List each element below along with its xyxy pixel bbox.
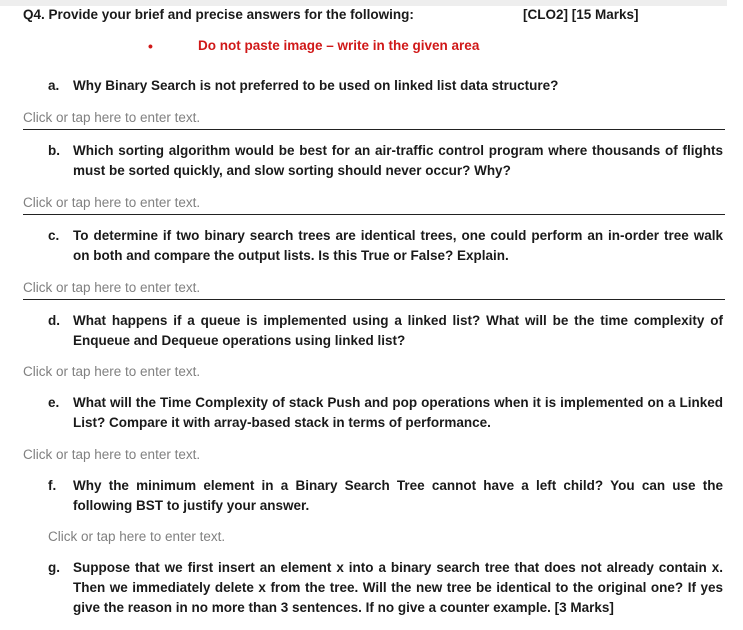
answer-field-b[interactable]: Click or tap here to enter text.	[23, 193, 725, 215]
question-text: What happens if a queue is implemented using a linked list? What will be the time complexity of Enqueue and Dequeue operations using linked list?	[73, 313, 723, 348]
question-text: Why the minimum element in a Binary Search Tree cannot have a left child? You can use the following BST to justify your answer.	[73, 478, 723, 513]
question-text: Why Binary Search is not preferred to be used on linked list data structure?	[73, 78, 559, 93]
question-header	[23, 7, 723, 25]
answer-field-a[interactable]: Click or tap here to enter text.	[23, 108, 725, 130]
note-bullet: •	[148, 38, 153, 54]
question-letter: b.	[48, 143, 60, 158]
question-letter: c.	[48, 228, 60, 243]
answer-field-e[interactable]: Click or tap here to enter text.	[23, 447, 201, 462]
question-text: To determine if two binary search trees are identical trees, one could perform an in-order tree walk on both and compare the output lists. Is this True or False? Explain.	[73, 228, 723, 263]
question-text: Which sorting algorithm would be best for an air-traffic control program where thousands of flights must be sorted quickly, and slow sorting should never occur? Why?	[73, 143, 723, 178]
page-top-band	[0, 0, 727, 6]
question-letter: a.	[48, 78, 60, 93]
question-marks: [CLO2] [15 Marks]	[523, 7, 639, 22]
question-letter: g.	[48, 560, 60, 575]
note-text: Do not paste image – write in the given area	[198, 38, 480, 53]
answer-field-d[interactable]: Click or tap here to enter text.	[23, 364, 201, 379]
question-title: Q4. Provide your brief and precise answers for the following:	[23, 7, 414, 22]
question-letter: f.	[48, 478, 57, 493]
answer-field-f[interactable]: Click or tap here to enter text.	[48, 529, 226, 544]
question-text: Suppose that we first insert an element x into a binary search tree that does not already contain x. Then we immediately delete x from the tree. Will the new tree be identical to the original one? If yes give the reason in no more than 3 sentences. If no give a counter example. [3 Marks]	[73, 560, 723, 615]
question-letter: d.	[48, 313, 60, 328]
question-text: What will the Time Complexity of stack Push and pop operations when it is implemented on a Linked List? Compare it with array-based stack in terms of performance.	[73, 395, 723, 430]
answer-field-c[interactable]: Click or tap here to enter text.	[23, 278, 725, 300]
question-letter: e.	[48, 395, 60, 410]
